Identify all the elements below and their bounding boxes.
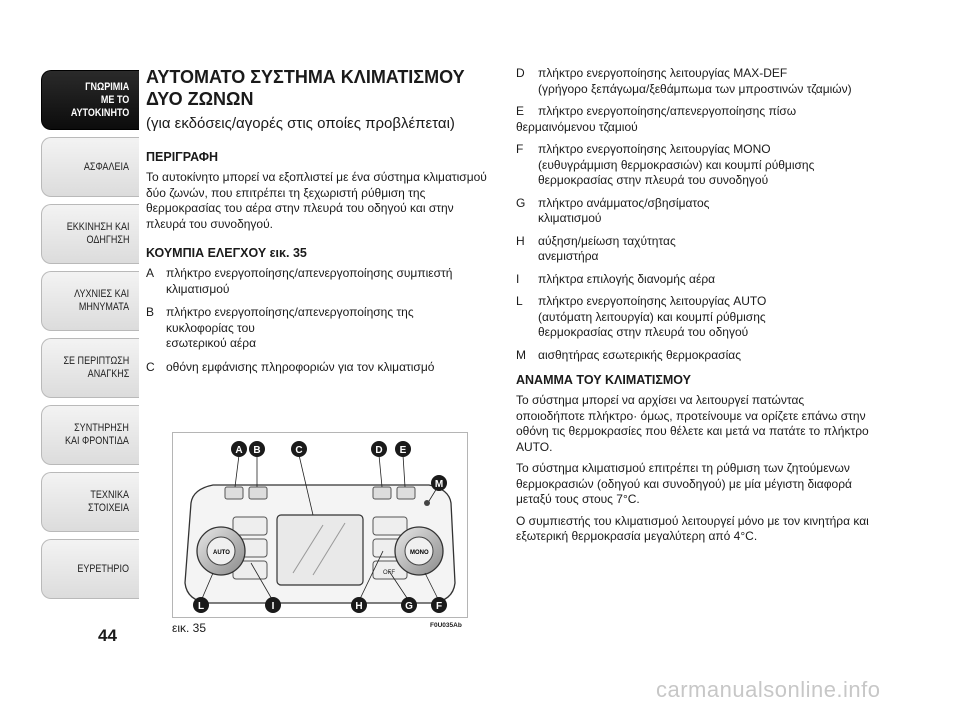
item-key: H <box>516 233 525 248</box>
list-item <box>146 305 496 352</box>
description-text: Το αυτοκίνητο μπορεί να εξοπλιστεί με ένα σύστημα κλιματισμού δύο ζωνών, που επιτρέπει τη ξεχωριστή ρύθμιση της θερμοκρασίας του αέρα στην πλευρά του οδηγού και στην πλευρά του συνοδηγού. <box>146 170 487 231</box>
climate-control-figure <box>172 432 468 618</box>
startup-heading: ΑΝΑΜΜΑ ΤΟΥ ΚΛΙΜΑΤΙΣΜΟΥ <box>516 373 691 387</box>
tab-label: ΕΚΚΙΝΗΣΗ ΚΑΙ ΟΔΗΓΗΣΗ <box>66 221 129 246</box>
rear-defrost-button-icon <box>397 487 415 499</box>
watermark: carmanualsonline.info <box>656 677 881 702</box>
tab-safety[interactable] <box>41 137 139 197</box>
item-key: G <box>516 195 526 210</box>
callout-g-label: G <box>405 601 413 612</box>
callout-f-label: F <box>435 601 443 612</box>
item-key: C <box>146 359 155 374</box>
max-def-button-icon <box>373 487 391 499</box>
item-text: πλήκτρο ενεργοποίησης λειτουργίας MAX-DEF (γρήγορο ξεπάγωμα/ξεθάμπωμα των μπροστινών τζαμιών) <box>538 66 852 96</box>
controls-heading: ΚΟΥΜΠΙΑ ΕΛΕΓΧΟΥ εικ. 35 <box>146 246 307 260</box>
startup-paragraph: Το σύστημα κλιματισμού επιτρέπει τη ρύθμιση των ζητούμενων θερμοκρασιών (οδηγού και συνοδηγού) με μία μέγιστη διαφορά μεταξύ τους στους 7°C. <box>516 461 852 506</box>
tab-maintenance[interactable] <box>41 405 139 465</box>
description-heading: ΠΕΡΙΓΡΑΦΗ <box>146 150 219 164</box>
figure-caption: εικ. 35 <box>172 621 207 635</box>
list-item <box>146 360 496 376</box>
item-key: B <box>146 305 155 319</box>
item-text: πλήκτρο ενεργοποίησης λειτουργίας MONO (ευθυγράμμιση θερμοκρασιών) και κουμπί ρύθμισης θερμοκρασίας στην πλευρά του συνοδηγού <box>538 142 815 187</box>
tab-label: ΤΕΧΝΙΚΑ ΣΤΟΙΧΕΙΑ <box>88 489 129 514</box>
page-title: ΑΥΤΟΜΑΤΟ ΣΥΣΤΗΜΑ ΚΛΙΜΑΤΙΣΜΟΥ ΔΥΟ ΖΩΝΩΝ <box>146 67 465 109</box>
list-item <box>516 272 876 288</box>
info-display <box>277 515 363 585</box>
item-key: D <box>516 66 525 80</box>
callout-l-label: L <box>197 601 205 612</box>
left-column <box>146 66 496 383</box>
startup-paragraph: Ο συμπιεστής του κλιματισμού λειτουργεί μόνο με τον κινητήρα και εξωτερική θερμοκρασία μεγαλύτερη από 4°C. <box>516 513 869 543</box>
item-text: αύξηση/μείωση ταχύτητας ανεμιστήρα <box>538 233 676 263</box>
callout-i-label: I <box>271 601 275 612</box>
item-key: M <box>516 347 526 362</box>
callout-c-label: C <box>295 445 303 456</box>
fan-up-button <box>373 517 407 535</box>
item-text: πλήκτρο ενεργοποίησης/απενεργοποίησης συμπιεστή κλιματισμού <box>166 266 453 296</box>
tab-index[interactable] <box>41 539 139 599</box>
page-subtitle: (για εκδόσεις/αγορές στις οποίες προβλέπεται) <box>146 115 455 132</box>
figure-code: F0U035Ab <box>430 622 462 629</box>
tab-label: ΕΥΡΕΤΗΡΙΟ <box>77 562 129 575</box>
item-key: F <box>516 142 524 156</box>
list-item <box>516 234 876 265</box>
callout-e-label: E <box>399 445 407 456</box>
list-item <box>516 348 876 364</box>
tab-getting-to-know[interactable] <box>41 70 139 130</box>
air-distribution-up-button <box>233 517 267 535</box>
tab-label: ΑΣΦΑΛΕΙΑ <box>83 160 129 173</box>
page-number: 44 <box>98 626 117 645</box>
recirculation-button-icon <box>249 487 267 499</box>
item-key: A <box>146 266 155 280</box>
tab-label: ΣΕ ΠΕΡΙΠΤΩΣΗ ΑΝΑΓΚΗΣ <box>63 355 129 380</box>
tab-starting-driving[interactable] <box>41 204 139 264</box>
item-text: πλήκτρο ανάμματος/σβησίματος κλιματισμού <box>538 195 710 225</box>
chapter-sidebar <box>41 70 139 606</box>
item-text: πλήκτρα επιλογής διανομής αέρα <box>538 271 716 286</box>
right-column <box>516 66 876 551</box>
tab-warning-lights[interactable] <box>41 271 139 331</box>
tab-label: ΓΝΩΡΙΜΙΑ ΜΕ ΤΟ ΑΥΤΟΚΙΝΗΤΟ <box>70 80 129 119</box>
item-text: πλήκτρο ενεργοποίησης λειτουργίας AUTO (αυτόματη λειτουργία) και κουμπί ρύθμισης θερμοκρασίας στην πλευρά του οδηγού <box>538 294 767 339</box>
list-item <box>516 66 876 97</box>
item-text: οθόνη εμφάνισης πληροφοριών για τον κλιματισμό <box>166 359 435 374</box>
list-item <box>516 196 876 227</box>
tab-technical-data[interactable] <box>41 472 139 532</box>
tab-label: ΣΥΝΤΗΡΗΣΗ ΚΑΙ ΦΡΟΝΤΙΔΑ <box>65 422 129 447</box>
list-item <box>516 294 876 341</box>
ac-button-icon <box>225 487 243 499</box>
auto-label: AUTO <box>213 550 230 556</box>
item-text: πλήκτρο ενεργοποίησης/απενεργοποίησης της κυκλοφορίας του εσωτερικού αέρα <box>166 305 414 350</box>
item-key: E <box>516 104 525 118</box>
callout-a-label: A <box>235 445 243 456</box>
item-text: πλήκτρο ενεργοποίησης/απενεργοποίησης πίσω θερμαινόμενου τζαμιού <box>516 104 797 134</box>
callout-m-label: M <box>434 479 444 490</box>
callout-d-label: D <box>375 445 383 456</box>
list-item <box>516 142 876 189</box>
callout-b-label: B <box>253 445 261 456</box>
mono-label: MONO <box>410 550 429 556</box>
off-label: OFF <box>383 570 395 576</box>
tab-emergency[interactable] <box>41 338 139 398</box>
item-text: αισθητήρας εσωτερικής θερμοκρασίας <box>538 347 741 362</box>
list-item <box>146 266 496 297</box>
item-key: L <box>516 294 523 308</box>
list-item <box>516 104 876 135</box>
climate-panel-illustration <box>173 433 467 617</box>
callout-h-label: H <box>355 601 363 612</box>
startup-paragraph: Το σύστημα μπορεί να αρχίσει να λειτουργεί πατώντας οποιοδήποτε πλήκτρο· όμως, προτείνουμε να ορίζετε επάνω στην οθόνη τις θερμοκρασίες που θέλετε και μετά να πατάτε το πλήκτρο AUTO. <box>516 393 869 454</box>
item-key: I <box>516 271 520 286</box>
tab-label: ΛΥΧΝΙΕΣ ΚΑΙ ΜΗΝΥΜΑΤΑ <box>73 288 129 313</box>
